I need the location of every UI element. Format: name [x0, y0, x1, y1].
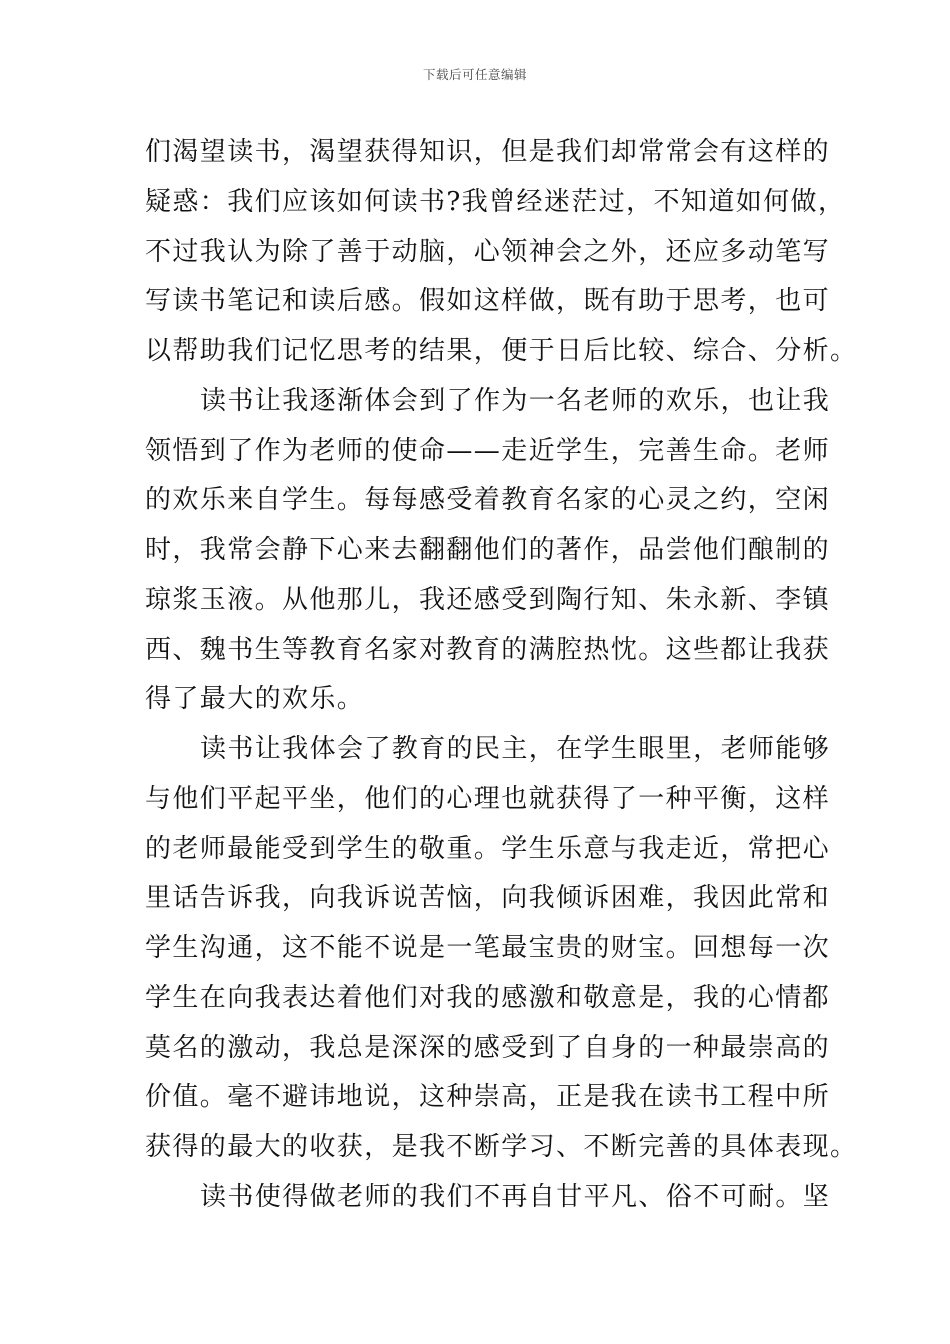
text-line: 西、魏书生等教育名家对教育的满腔热忱。这些都让我获: [145, 634, 831, 665]
paragraph-start-line: 读书使得做老师的我们不再自甘平凡、俗不可耐。坚: [200, 1181, 831, 1212]
text-line: 不过我认为除了善于动脑，心领神会之外，还应多动笔写: [145, 236, 831, 267]
text-line: 学生沟通，这不能不说是一笔最宝贵的财宝。回想每一次: [145, 933, 831, 963]
paragraph-start-line: 读书让我逐渐体会到了作为一名老师的欢乐，也让我: [200, 385, 831, 416]
text-line: 们渴望读书，渴望获得知识，但是我们却常常会有这样的: [145, 137, 831, 167]
document-body: [145, 128, 858, 1223]
page-header: 下载后可任意编辑: [422, 67, 527, 82]
text-line: 价值。毫不避讳地说，这种崇高，正是我在读书工程中所: [145, 1082, 831, 1113]
text-line: 琼浆玉液。从他那儿，我还感受到陶行知、朱永新、李镇: [145, 584, 831, 615]
text-line: 得了最大的欢乐。: [145, 684, 365, 715]
text-line: 里话告诉我，向我诉说苦恼，向我倾诉困难，我因此常和: [145, 883, 831, 914]
text-line: 写读书笔记和读后感。假如这样做，既有助于思考，也可: [145, 286, 831, 317]
text-line: 学生在向我表达着他们对我的感激和敬意是，我的心情都: [145, 982, 831, 1013]
text-line: 领悟到了作为老师的使命——走近学生，完善生命。老师: [145, 435, 831, 466]
paragraph-start-line: 读书让我体会了教育的民主，在学生眼里，老师能够: [200, 734, 831, 764]
text-line: 与他们平起平坐，他们的心理也就获得了一种平衡，这样: [145, 783, 831, 814]
text-line: 以帮助我们记忆思考的结果，便于日后比较、综合、分析。: [145, 336, 858, 366]
text-line: 疑惑：我们应该如何读书?我曾经迷茫过，不知道如何做，: [145, 186, 846, 217]
text-line: 的欢乐来自学生。每每感受着教育名家的心灵之约，空闲: [145, 485, 831, 516]
text-line: 莫名的激动，我总是深深的感受到了自身的一种最崇高的: [145, 1032, 831, 1063]
text-line: 的老师最能受到学生的敬重。学生乐意与我走近，常把心: [145, 833, 831, 864]
text-line: 时，我常会静下心来去翻翻他们的著作，品尝他们酿制的: [145, 535, 831, 565]
text-line: 获得的最大的收获，是我不断学习、不断完善的具体表现。: [145, 1132, 858, 1162]
